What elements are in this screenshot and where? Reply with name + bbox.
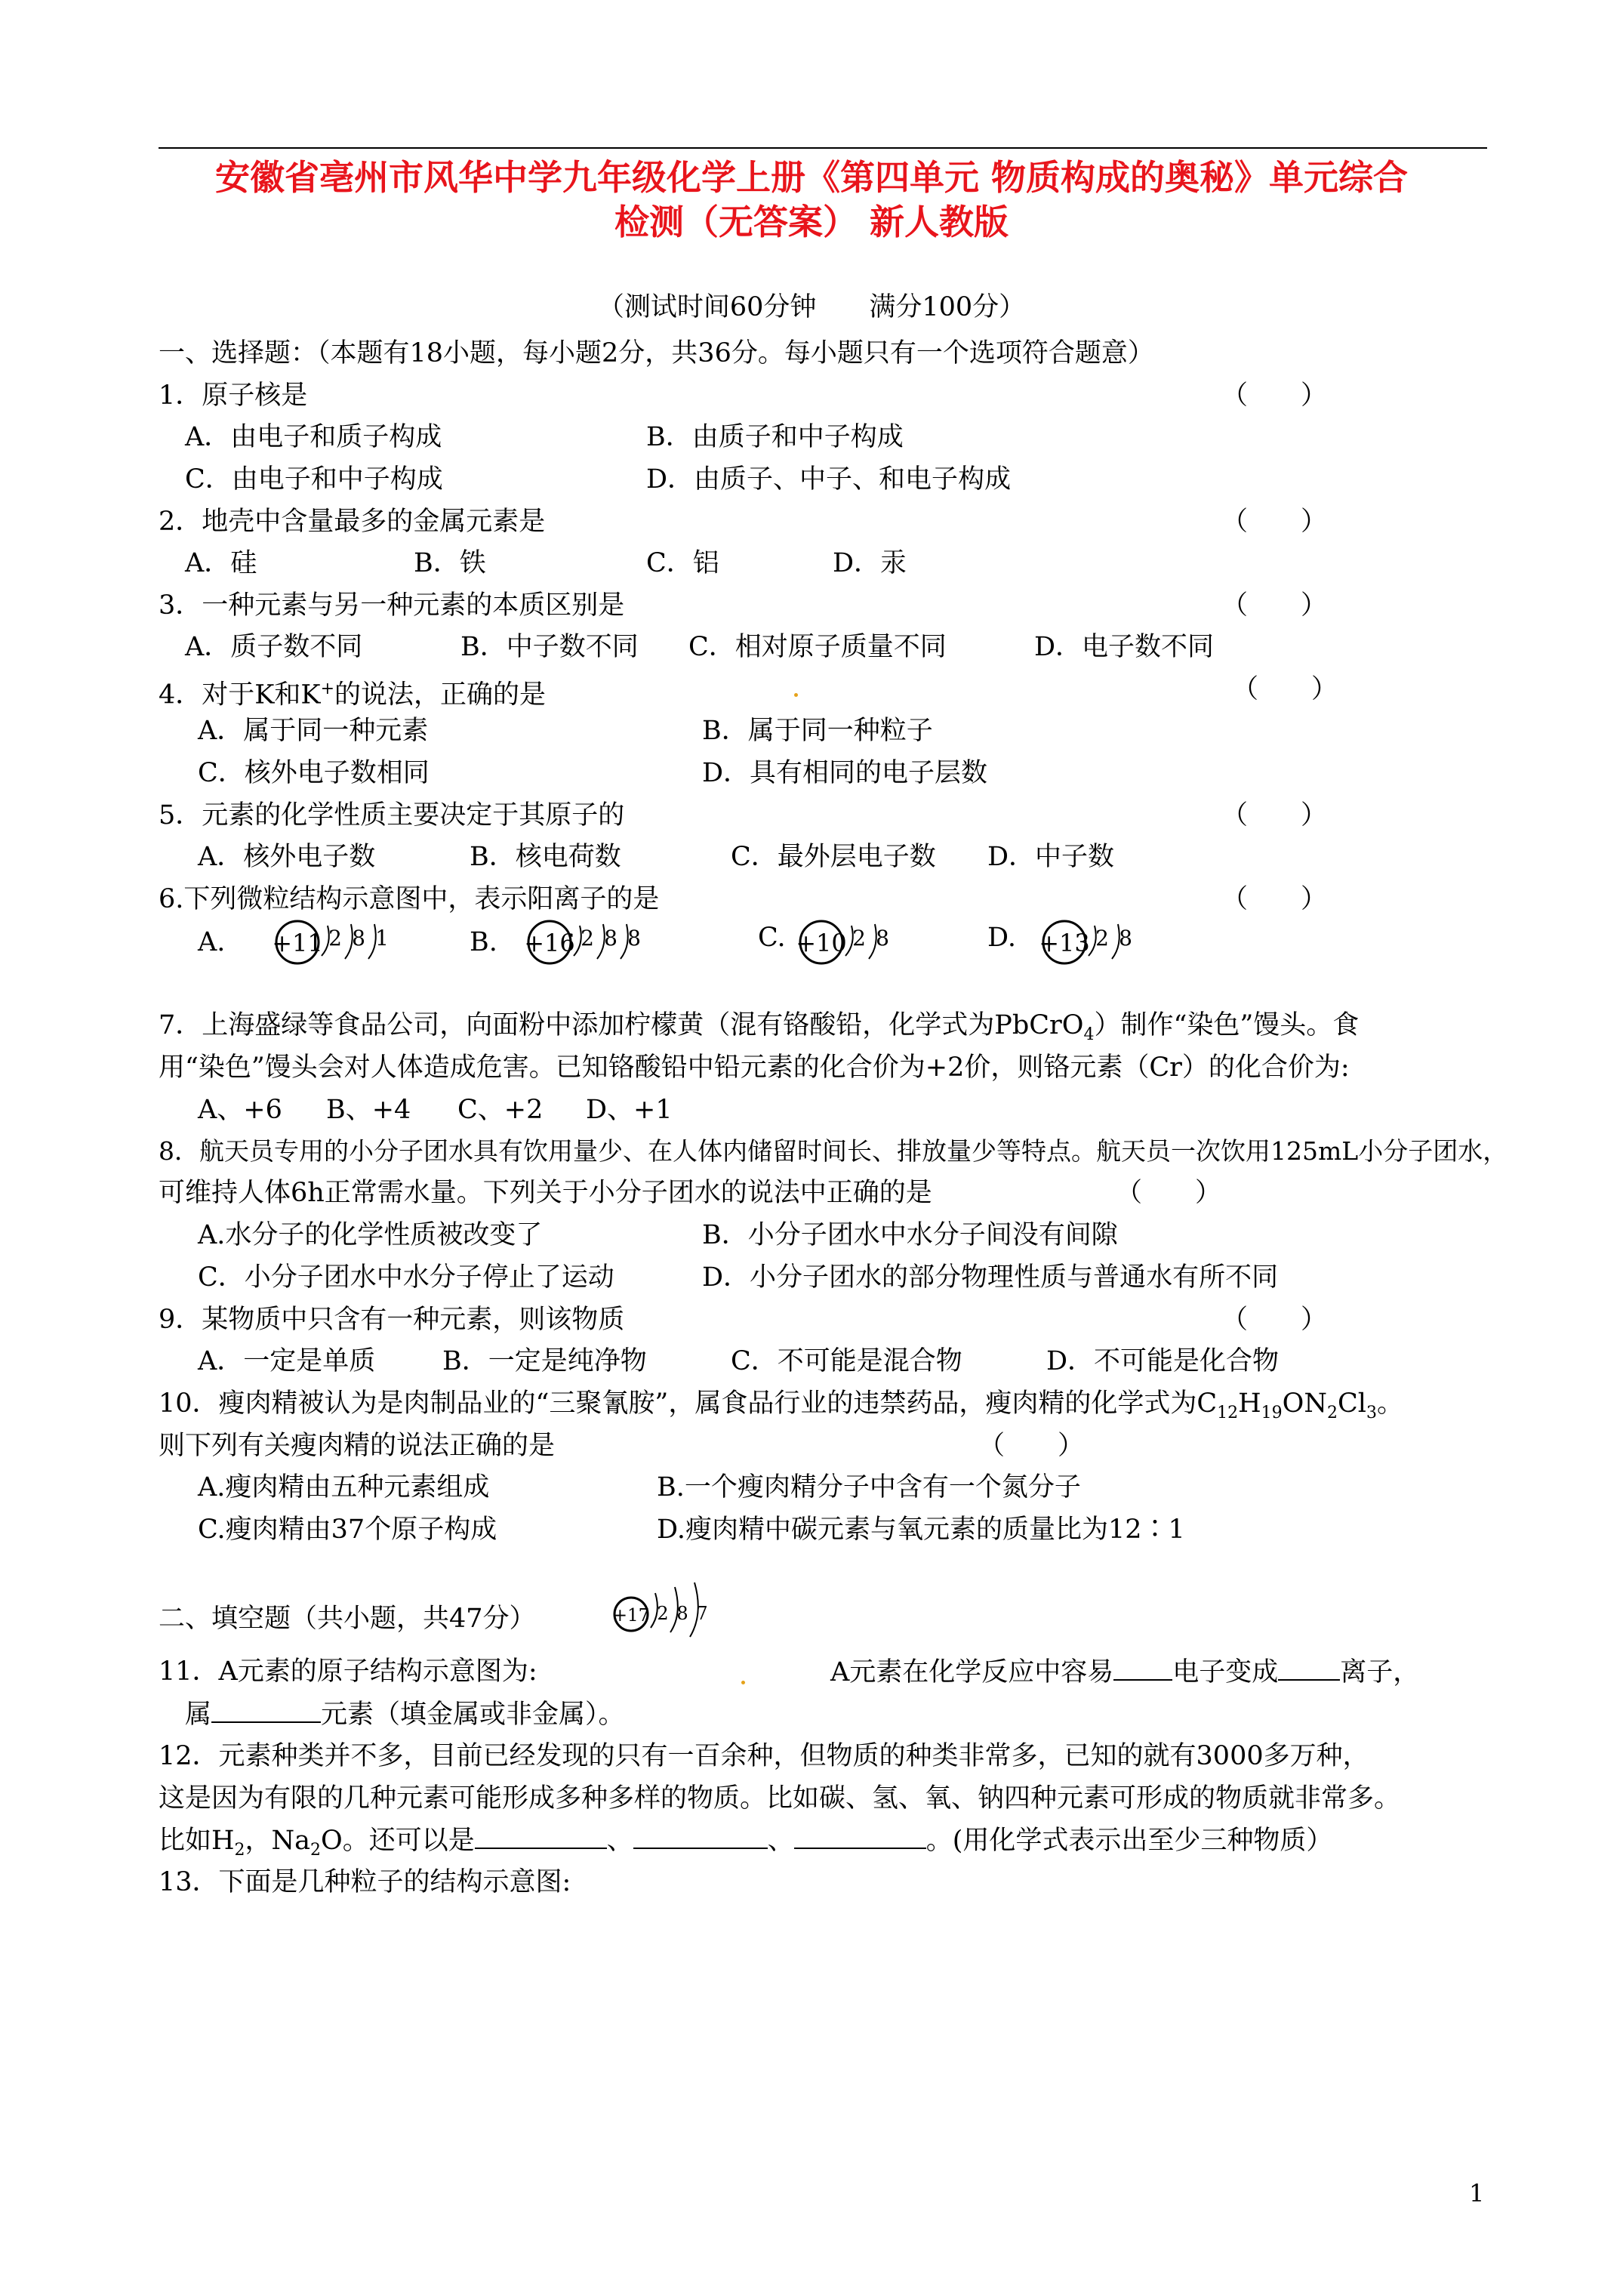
q12-line1: 12．元素种类并不多，目前已经发现的只有一百余种，但物质的种类非常多，已知的就有3000多万种， [159, 1741, 1369, 1771]
q2-option-d: D．汞 [833, 548, 907, 578]
q4-option-a: A．属于同一种元素 [198, 716, 429, 746]
shell-electron-count: 2 [657, 1603, 669, 1624]
shell-electron-count: 1 [375, 926, 389, 951]
q3-option-c: C．相对原子质量不同 [688, 632, 947, 662]
q11-line1-fill: A元素在化学反应中容易 电子变成 离子， [830, 1655, 1419, 1689]
q4-option-b: B．属于同一种粒子 [702, 716, 933, 746]
doc-title-line2: 检测（无答案） 新人教版 [614, 202, 1009, 242]
header-rule [159, 147, 1487, 149]
q6-option-b-diagram [521, 914, 657, 984]
q3-option-b: B．中子数不同 [460, 632, 639, 662]
q4-answer-bracket: （ ） [1232, 674, 1338, 704]
q10-line2: 则下列有关瘦肉精的说法正确的是 [159, 1431, 556, 1461]
q10-line1: 10．瘦肉精被认为是肉制品业的“三聚氰胺”，属食品行业的违禁药品，瘦肉精的化学式为$C_{12}H_{19}ON_2Cl_3$。 [159, 1388, 1403, 1422]
q8-option-d: D．小分子团水的部分物理性质与普通水有所不同 [702, 1262, 1279, 1293]
q6-option-d-diagram [1036, 914, 1149, 984]
q6-option-d-label: D. [987, 923, 1016, 953]
q10-option-b: B.一个瘦肉精分子中含有一个氮分子 [657, 1472, 1081, 1502]
q9-stem: 9．某物质中只含有一种元素，则该物质 [159, 1305, 625, 1335]
q5-option-c: C．最外层电子数 [731, 842, 936, 872]
q2-answer-bracket: （ ） [1221, 507, 1328, 537]
stray-dot [741, 1681, 745, 1684]
q6-option-c-label: C. [758, 923, 786, 953]
q2-stem: 2．地壳中含量最多的金属元素是 [159, 507, 546, 537]
q12-line3: 比如$H_2$，$Na_2O$。还可以是 、 、 。(用化学式表示出至少三种物质） [159, 1823, 1332, 1867]
q5-option-a: A．核外电子数 [198, 842, 376, 872]
q3-option-a: A．质子数不同 [185, 632, 363, 662]
q7-option-c: C、+2 [457, 1095, 544, 1125]
q7-option-d: D、+1 [586, 1095, 673, 1125]
q8-line1: 8．航天员专用的小分子团水具有饮用量少、在人体内储留时间长、排放量少等特点。航天员一次饮用125mL小分子团水， [159, 1136, 1508, 1166]
answer-blank [794, 1823, 926, 1849]
shell-electron-count: 8 [876, 926, 889, 951]
q4-option-c: C．核外电子数相同 [198, 758, 430, 788]
shell-electron-count: 2 [328, 926, 342, 951]
q11-line2: 属 元素（填金属或非金属）。 [185, 1697, 625, 1731]
q10-answer-bracket: （ ） [978, 1431, 1085, 1461]
q5-answer-bracket: （ ） [1221, 800, 1328, 831]
q4-option-d: D．具有相同的电子层数 [702, 758, 988, 788]
exam-subtitle: （测试时间60分钟 满分100分） [597, 292, 1026, 322]
nucleus-charge: +16 [524, 929, 575, 957]
shell-electron-count: 8 [676, 1603, 688, 1624]
q9-answer-bracket: （ ） [1221, 1305, 1328, 1335]
q6-stem: 6.下列微粒结构示意图中，表示阳离子的是 [159, 884, 660, 914]
shell-electron-count: 8 [604, 926, 617, 951]
q3-option-d: D．电子数不同 [1034, 632, 1215, 662]
doc-title-line1: 安徽省亳州市风华中学九年级化学上册《第四单元 物质构成的奥秘》单元综合 [214, 157, 1408, 198]
nucleus-charge: +13 [1039, 929, 1090, 957]
q8-line2: 可维持人体6h正常需水量。下列关于小分子团水的说法中正确的是 [159, 1178, 932, 1208]
q6-option-a-label: A. [198, 927, 226, 957]
stray-dot [794, 693, 798, 697]
q1-option-c: C．由电子和中子构成 [185, 464, 443, 495]
q11-atom-diagram [608, 1578, 722, 1657]
q11-line1-start: 11．A元素的原子结构示意图为: [159, 1657, 537, 1687]
q9-option-b: B．一定是纯净物 [442, 1346, 647, 1376]
q6-option-c-diagram [793, 914, 906, 984]
q10-option-a: A.瘦肉精由五种元素组成 [198, 1472, 490, 1502]
q13-stem: 13．下面是几种粒子的结构示意图: [159, 1867, 571, 1897]
shell-electron-count: 8 [627, 926, 641, 951]
q2-option-c: C．铝 [646, 548, 719, 578]
answer-blank [1113, 1655, 1172, 1681]
q5-option-b: B．核电荷数 [470, 842, 621, 872]
q5-stem: 5．元素的化学性质主要决定于其原子的 [159, 800, 625, 831]
q9-option-c: C．不可能是混合物 [731, 1346, 962, 1376]
q7-line2: 用“染色”馒头会对人体造成危害。已知铬酸铅中铅元素的化合价为+2价，则铬元素（Cr）的化合价为: [159, 1052, 1350, 1083]
shell-electron-count: 7 [696, 1603, 708, 1624]
q3-answer-bracket: （ ） [1221, 590, 1328, 621]
shell-electron-count: 2 [581, 926, 594, 951]
q8-option-a: A.水分子的化学性质被改变了 [198, 1220, 543, 1250]
nucleus-charge: +17 [612, 1606, 650, 1626]
nucleus-charge: +11 [272, 929, 323, 957]
q4-stem: 4．对于K和K+的说法，正确的是 [159, 680, 547, 710]
q8-option-c: C．小分子团水中水分子停止了运动 [198, 1262, 614, 1293]
shell-electron-count: 8 [1119, 926, 1132, 951]
q10-option-c: C.瘦肉精由37个原子构成 [198, 1515, 497, 1545]
q1-option-a: A．由电子和质子构成 [185, 422, 442, 452]
q1-stem: 1．原子核是 [159, 381, 308, 411]
q5-option-d: D．中子数 [987, 842, 1115, 872]
answer-blank [475, 1823, 607, 1849]
q2-option-a: A．硅 [185, 548, 257, 578]
q7-line1: 7．上海盛绿等食品公司，向面粉中添加柠檬黄（混有铬酸铅，化学式为PbCrO$_4$）制作“染色”馒头。食 [159, 1010, 1360, 1044]
shell-electron-count: 2 [1095, 926, 1109, 951]
q8-option-b: B．小分子团水中水分子间没有间隙 [702, 1220, 1118, 1250]
q6-option-a-diagram [269, 914, 405, 984]
shell-electron-count: 2 [852, 926, 866, 951]
q1-answer-bracket: （ ） [1221, 381, 1328, 411]
q1-option-b: B．由质子和中子构成 [646, 422, 904, 452]
q12-line2: 这是因为有限的几种元素可能形成多种多样的物质。比如碳、氢、氧、钠四种元素可形成的物质就非常多。 [159, 1783, 1401, 1814]
shell-electron-count: 8 [352, 926, 365, 951]
answer-blank [1278, 1655, 1340, 1681]
nucleus-charge: +10 [796, 929, 847, 957]
answer-blank [211, 1697, 321, 1723]
q10-option-d: D.瘦肉精中碳元素与氧元素的质量比为12∶1 [657, 1515, 1185, 1545]
page-number: 1 [1469, 2179, 1485, 2208]
q8-answer-bracket: （ ） [1116, 1178, 1222, 1208]
q3-stem: 3．一种元素与另一种元素的本质区别是 [159, 590, 625, 621]
q7-option-b: B、+4 [326, 1095, 411, 1125]
q1-option-d: D．由质子、中子、和电子构成 [646, 464, 1012, 495]
q7-option-a: A、+6 [198, 1095, 282, 1125]
section2-heading: 二、填空题（共小题，共47分） [159, 1604, 536, 1634]
section1-heading: 一、选择题：（本题有18小题，每小题2分，共36分。每小题只有一个选项符合题意） [159, 338, 1154, 368]
q9-option-d: D．不可能是化合物 [1046, 1346, 1280, 1376]
answer-blank [633, 1823, 768, 1849]
q6-answer-bracket: （ ） [1221, 884, 1328, 914]
q2-option-b: B．铁 [414, 548, 486, 578]
q6-option-b-label: B. [470, 927, 497, 957]
q9-option-a: A．一定是单质 [198, 1346, 376, 1376]
